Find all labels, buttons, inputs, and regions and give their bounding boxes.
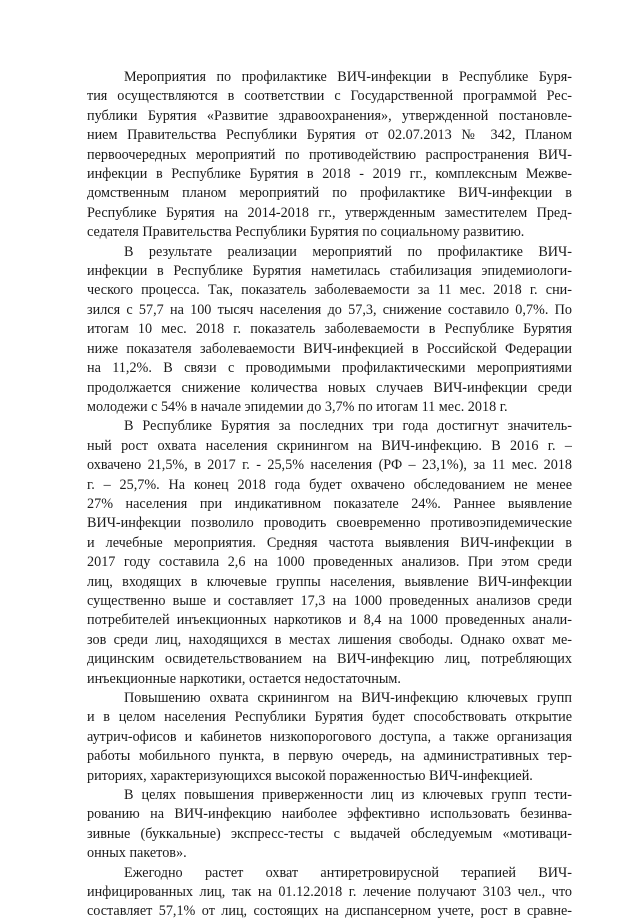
text-line: Мероприятия по профилактике ВИЧ-инфекции в Республике Буря- — [124, 69, 572, 85]
text-line: ческого процесса. Так, показатель заболеваемости за 11 мес. 2018 г. сни- — [87, 282, 572, 299]
text-line: публики Бурятия «Развитие здравоохранения», утвержденной постановле- — [87, 107, 572, 124]
text-line: зивные (буккальные) экспресс-тесты с выдачей обследуемым «мотиваци- — [87, 825, 572, 842]
paragraph-4 — [87, 689, 572, 786]
text-line: онных пакетов». — [87, 845, 187, 862]
text-line: Повышению охвата скринингом на ВИЧ-инфекцию ключевых групп — [124, 690, 572, 706]
text-line: г. – 25,7%. На конец 2018 года будет охвачено обследованием не менее — [87, 476, 572, 493]
paragraph-6 — [87, 864, 572, 922]
text-line: зился с 57,7 на 100 тысяч населения до 57,3, снижение составило 0,7%. По — [87, 301, 572, 318]
text-line: потребителей инъекционных наркотиков и 8,4 на 1000 проведенных анали- — [87, 612, 572, 629]
text-line: составляет 57,1% от лиц, состоящих на диспансерном учете, рост в сравне- — [87, 903, 572, 920]
text-line: дицинским освидетельствованием на ВИЧ-инфекцию лиц, потребляющих — [87, 651, 572, 668]
text-line: охвачено 21,5%, в 2017 г. - 25,5% населения (РФ – 23,1%), за 11 мес. 2018 — [87, 457, 572, 474]
text-line: В Республике Бурятия за последних три года достигнут значитель- — [124, 418, 572, 435]
text-line: аутрич-офисов и кабинетов низкопорогового доступа, а также организация — [87, 728, 572, 745]
text-line: инфекции в Республике Бурятия наметилась стабилизация эпидемиологи- — [87, 263, 572, 280]
text-line: и лечебные мероприятия. Средняя частота выявления ВИЧ-инфекции в — [87, 534, 572, 551]
text-line: ный рост охвата населения скринингом на ВИЧ-инфекцию. В 2016 г. – — [87, 437, 572, 454]
paragraph-2 — [87, 243, 572, 418]
text-line: нием Правительства Республики Бурятия от 02.07.2013 № 342, Планом — [87, 127, 572, 144]
text-line: ВИЧ-инфекции позволило проводить своевременно противоэпидемические — [87, 515, 572, 532]
text-line: и в целом населения Республики Бурятия будет способствовать открытие — [87, 709, 572, 726]
text-line: молодежи с 54% в начале эпидемии до 3,7% по итогам 11 мес. 2018 г. — [87, 398, 508, 415]
text-line: инфицированных лиц, так на 01.12.2018 г. лечение получают 3103 чел., что — [87, 884, 572, 901]
text-line: риториях, характеризующихся высокой пораженностью ВИЧ-инфекцией. — [87, 767, 533, 784]
text-line: зов среди лиц, находящихся в местах лишения свободы. Однако охват ме- — [87, 631, 572, 648]
text-line: работы мобильного пункта, в первую очередь, на административных тер- — [87, 748, 572, 765]
text-line: Ежегодно растет охват антиретровирусной терапией ВИЧ- — [124, 864, 572, 881]
paragraph-3 — [87, 417, 572, 689]
text-line: Республике Бурятия на 2014-2018 гг., утвержденным заместителем Пред- — [87, 204, 572, 221]
text-line: 27% населения при индикативном показателе 24%. Раннее выявление — [87, 495, 572, 512]
text-line: 2017 году составила 2,6 на 1000 проведенных анализов. При этом среди — [87, 554, 572, 571]
text-line: домственным планом мероприятий по профилактике ВИЧ-инфекции в — [87, 185, 572, 202]
document-body — [87, 68, 572, 922]
text-line: продолжается снижение количества новых случаев ВИЧ-инфекции среди — [87, 379, 572, 396]
text-line: тия осуществляются в соответствии с Государственной программой Рес- — [87, 88, 572, 105]
text-line: на 11,2%. В связи с проводимыми профилактическими мероприятиями — [87, 360, 572, 377]
text-line: инфекции в Республике Бурятия в 2018 - 2019 гг., комплексным Межве- — [87, 166, 572, 183]
text-line: существенно выше и составляет 17,3 на 1000 проведенных анализов среди — [87, 592, 572, 609]
text-line: седателя Правительства Республики Бурятия по социальному развитию. — [87, 224, 525, 241]
paragraph-1 — [87, 68, 572, 243]
text-line: итогам 10 мес. 2018 г. показатель заболеваемости в Республике Бурятия — [87, 321, 572, 338]
text-line: первоочередных мероприятий по противодействию распространения ВИЧ- — [87, 146, 572, 163]
paragraph-5 — [87, 786, 572, 864]
text-line: ниже показателя заболеваемости ВИЧ-инфекцией в Российской Федерации — [87, 340, 572, 357]
text-line: рованию на ВИЧ-инфекцию наиболее эффективно использовать безинва- — [87, 806, 572, 823]
text-line: инъекционные наркотики, остается недостаточным. — [87, 670, 401, 687]
text-line: В результате реализации мероприятий по профилактике ВИЧ- — [124, 243, 572, 260]
text-line: лиц, входящих в ключевые группы населения, выявление ВИЧ-инфекции — [87, 573, 572, 590]
text-line: В целях повышения приверженности лиц из ключевых групп тести- — [124, 787, 572, 804]
